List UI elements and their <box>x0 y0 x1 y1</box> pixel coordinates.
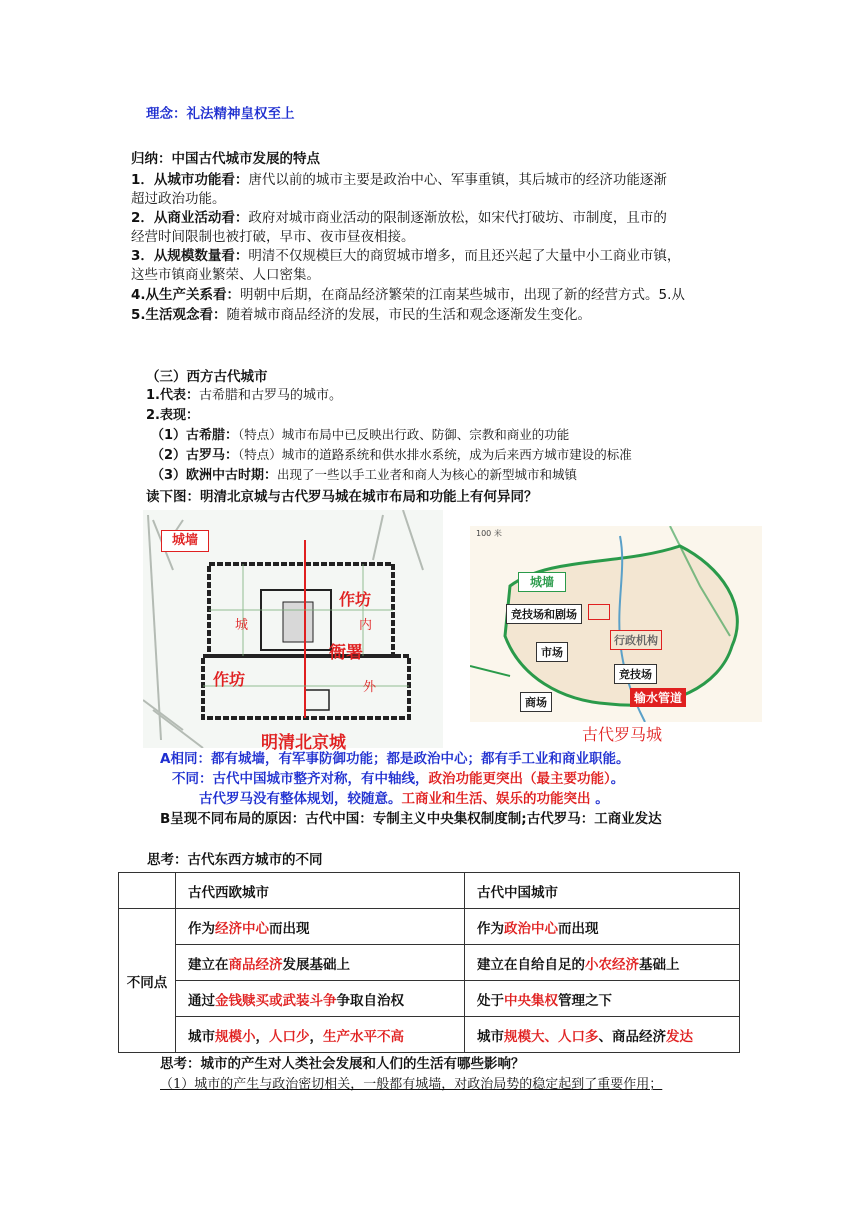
beijing-label-wai: 外 <box>363 680 377 695</box>
rome-label-arena: 竞技场和剧场 <box>506 604 582 624</box>
beijing-map <box>143 510 443 753</box>
item-head: （2）古罗马： <box>151 448 239 463</box>
summary-item-2-cont: 经营时间限制也被打破，早市、夜市昼夜相接。 <box>131 229 415 245</box>
diff-cn-1: 古代中国城市整齐对称，有中轴线， <box>212 771 429 787</box>
diff-rome-2: 工商业和生活、娱乐的功能突出 <box>401 791 591 807</box>
item-text: 出现了一些以手工业者和商人为核心的新型城市和城镇 <box>277 467 578 482</box>
table-row <box>119 981 740 1017</box>
beijing-label-zuofang2: 作坊 <box>213 670 246 689</box>
group-label: 不同点 <box>119 909 176 1053</box>
rep-text: 古希腊和古罗马的城市。 <box>198 388 342 403</box>
same-head: A相同： <box>160 751 211 767</box>
rome-label-admin: 行政机构 <box>610 630 662 650</box>
summary-item-4 <box>131 285 685 305</box>
summary-item-1-cont: 超过政治功能。 <box>131 191 226 207</box>
beijing-caption: 明清北京城 <box>261 733 346 753</box>
answer-diff-china <box>172 769 624 789</box>
beijing-label-cheng: 城 <box>235 618 249 633</box>
item-head: 1．从城市功能看： <box>131 172 249 188</box>
west-item-2 <box>151 445 632 466</box>
comparison-table <box>118 872 740 1053</box>
diff-rome-1: 古代罗马没有整体规划，较随意。 <box>199 791 402 807</box>
china-cell: 作为政治中心而出现 <box>465 909 740 945</box>
diff-cn-2: 政治功能更突出（最主要功能） <box>428 771 611 787</box>
rome-arena-marker <box>588 604 610 620</box>
beijing-label-yashu: 衙署 <box>329 643 363 663</box>
west-title: （三）西方古代城市 <box>146 369 268 385</box>
rome-map <box>470 526 762 744</box>
think2-p1: （1）城市的产生与政治密切相关，一般都有城墙，对政治局势的稳定起到了重要作用； <box>160 1077 663 1092</box>
think1-title: 思考：古代东西方城市的不同 <box>147 852 323 868</box>
item-text: 明朝中后期，在商品经济繁荣的江南某些城市，出现了新的经营方式。5.从 <box>240 287 685 303</box>
china-cell: 建立在自给自足的小农经济基础上 <box>465 945 740 981</box>
table-row <box>119 1017 740 1053</box>
table-row <box>119 909 740 945</box>
item-text: （特点）城市布局中已反映出行政、防御、宗教和商业的功能 <box>238 427 570 442</box>
item-text: 明清不仅规模巨大的商贸城市增多，而且还兴起了大量中小工商业市镇， <box>248 248 681 264</box>
answer-diff-rome <box>199 789 609 809</box>
summary-item-3 <box>131 246 680 266</box>
header-cell-empty <box>119 873 176 909</box>
rome-label-arena2: 竞技场 <box>614 664 657 684</box>
concept-line: 理念：礼法精神皇权至上 <box>146 106 295 122</box>
summary-item-2 <box>131 208 667 228</box>
header-cell-west: 古代西欧城市 <box>176 873 465 909</box>
header-cell-china: 古代中国城市 <box>465 873 740 909</box>
answer-reason: B呈现不同布局的原因：古代中国：专制主义中央集权制度制;古代罗马：工商业发达 <box>160 811 662 827</box>
china-cell: 处于中央集权管理之下 <box>465 981 740 1017</box>
west-cell: 城市规模小，人口少，生产水平不高 <box>176 1017 465 1053</box>
diff-head: 不同： <box>172 771 213 787</box>
item-text: 唐代以前的城市主要是政治中心、军事重镇，其后城市的经济功能逐渐 <box>248 172 667 188</box>
item-head: 3．从规模数量看： <box>131 248 249 264</box>
rome-caption: 古代罗马城 <box>582 725 663 744</box>
west-item-1 <box>151 425 569 446</box>
beijing-label-nei: 内 <box>359 618 373 633</box>
west-rep <box>146 386 342 406</box>
table-row <box>119 945 740 981</box>
rep-head: 1.代表： <box>146 388 199 403</box>
diff-rome-3: 。 <box>590 791 609 807</box>
rome-scale: 100 米 <box>476 529 502 538</box>
read-question: 读下图：明清北京城与古代罗马城在城市布局和功能上有何异同？ <box>146 489 538 505</box>
rome-wall-tag: 城墙 <box>518 572 566 592</box>
rome-label-aqueduct: 输水管道 <box>630 688 686 707</box>
rome-map-graphic <box>470 526 762 722</box>
item-head: 2．从商业活动看： <box>131 210 249 226</box>
beijing-wall-tag: 城墙 <box>161 530 209 552</box>
table-header-row <box>119 873 740 909</box>
summary-item-3-cont: 这些市镇商业繁荣、人口密集。 <box>131 267 320 283</box>
summary-item-1 <box>131 170 667 190</box>
think2-title: 思考：城市的产生对人类社会发展和人们的生活有哪些影响？ <box>160 1056 525 1072</box>
diff-cn-3: 。 <box>610 771 625 787</box>
rome-label-market: 市场 <box>536 642 568 662</box>
item-head: （1）古希腊： <box>151 428 239 443</box>
west-cell: 作为经济中心而出现 <box>176 909 465 945</box>
same-text: 都有城墙，有军事防御功能；都是政治中心；都有手工业和商业职能。 <box>210 751 630 767</box>
item-text: （特点）城市的道路系统和供水排水系统，成为后来西方城市建设的标准 <box>238 447 632 462</box>
summary-item-5 <box>131 305 591 325</box>
west-show: 2.表现： <box>146 408 199 423</box>
item-head: 5.生活观念看： <box>131 307 227 323</box>
west-cell: 建立在商品经济发展基础上 <box>176 945 465 981</box>
item-head: 4.从生产关系看： <box>131 287 241 303</box>
beijing-label-zuofang1: 作坊 <box>339 590 372 609</box>
rome-label-shop: 商场 <box>520 692 552 712</box>
item-head: （3）欧洲中古时期： <box>151 468 278 483</box>
answer-same <box>160 749 629 769</box>
west-item-3 <box>151 465 577 486</box>
summary-title: 归纳：中国古代城市发展的特点 <box>131 151 320 167</box>
west-cell: 通过金钱赎买或武装斗争争取自治权 <box>176 981 465 1017</box>
item-text: 政府对城市商业活动的限制逐渐放松，如宋代打破坊、市制度，且市的 <box>248 210 667 226</box>
china-cell: 城市规模大、人口多、商品经济发达 <box>465 1017 740 1053</box>
item-text: 随着城市商品经济的发展，市民的生活和观念逐渐发生变化。 <box>226 307 592 323</box>
